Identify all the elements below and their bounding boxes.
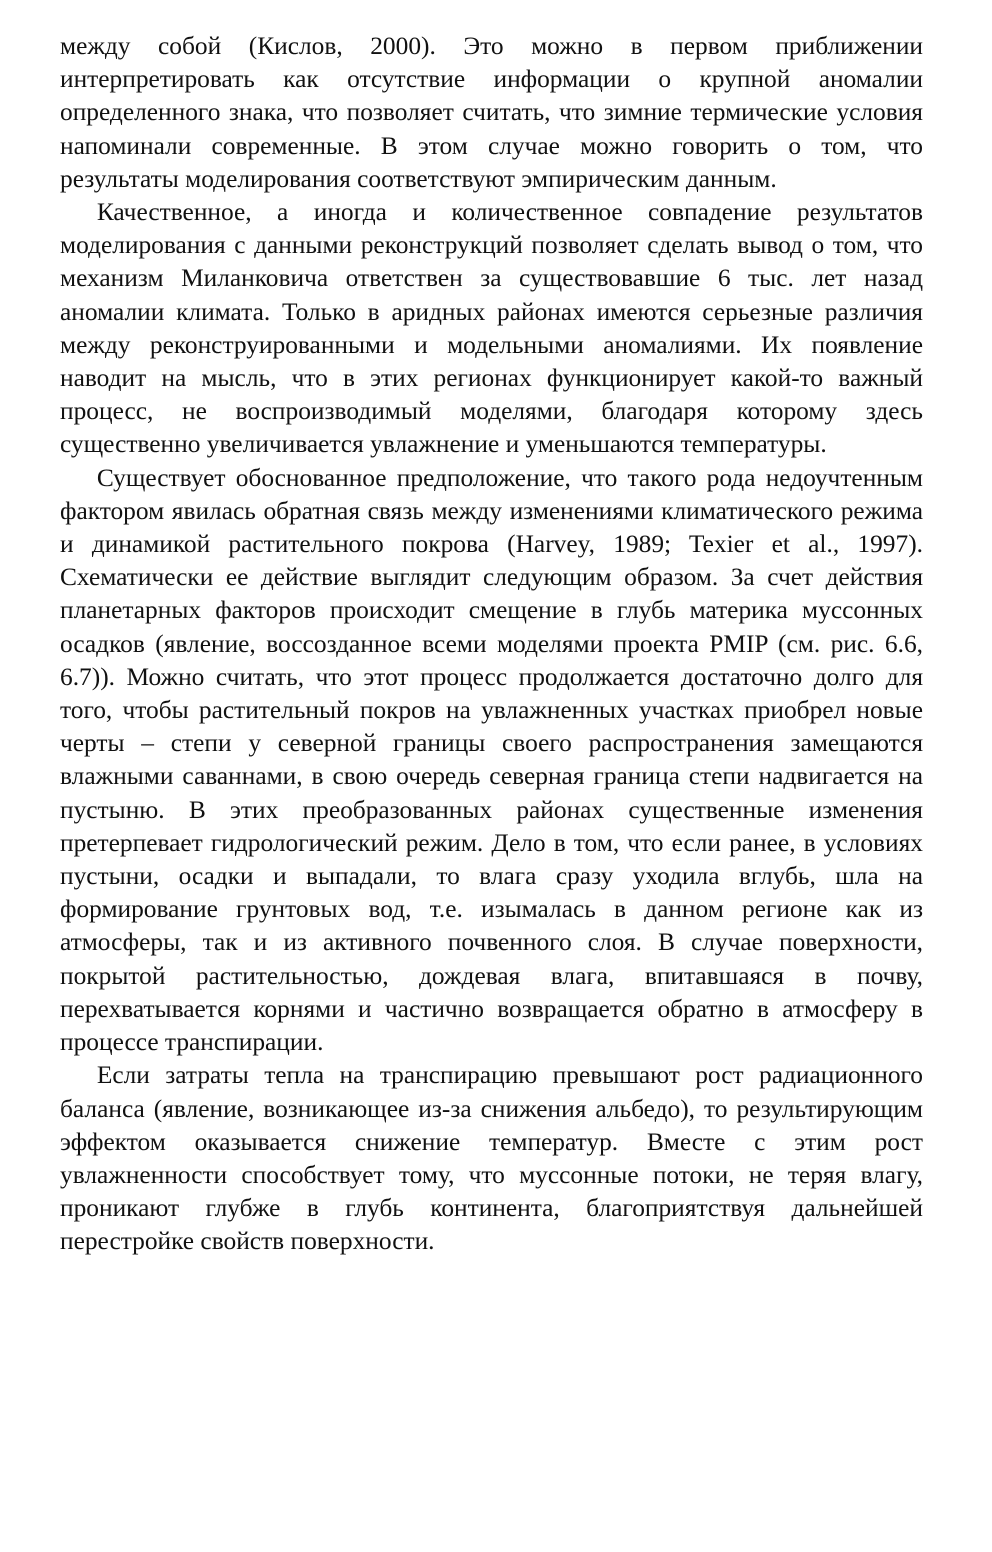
document-page [60, 30, 923, 1259]
paragraph-transpiration: Если затраты тепла на транспирацию превышают рост радиационного баланса (явление, возникающее из-за снижения альбедо), то результирующим эффектом оказывается снижение температур. Вместе с этим рост увлажненности способствует тому, что муссонные потоки, не теряя влагу, проникают глубже в глубь континента, благоприятствуя дальнейшей перестройке свойств поверхности. [60, 1061, 923, 1256]
paragraph-vegetation-feedback: Существует обоснованное предположение, что такого рода недоучтенным фактором явилась обратная связь между изменениями климатического режима и динамикой растительного покрова (Harvey, 1989; Texier et al., 1997). Схематически ее действие выглядит следующим образом. За счет действия планетарных факторов происходит смещение в глубь материка муссонных осадков (явление, воссозданное всеми моделями проекта PMIP (см. рис. 6.6, 6.7)). Можно считать, что этот процесс продолжается достаточно долго для того, чтобы растительный покров на увлажненных участках приобрел новые черты – степи у северной границы своего распространения замещаются влажными саваннами, в свою очередь северная граница степи надвигается на пустыню. В этих преобразованных районах существенные изменения претерпевает гидрологический режим. Дело в том, что если ранее, в условиях пустыни, осадки и выпадали, то влага сразу уходила вглубь, шла на формирование грунтовых вод, т.е. изымалась в данном регионе как из атмосферы, так и из активного почвенного слоя. В случае поверхности, покрытой растительностью, дождевая влага, впитавшаяся в почву, перехватывается корнями и частично возвращается обратно в атмосферу в процессе транспирации. [60, 463, 923, 1057]
paragraph-continued: между собой (Кислов, 2000). Это можно в первом приближении интерпретировать как отсутствие информации о крупной аномалии определенного знака, что позволяет считать, что зимние термические условия напоминали современные. В этом случае можно говорить о том, что результаты моделирования соответствуют эмпирическим данным. [60, 32, 923, 193]
paragraph-milankovitch: Качественное, а иногда и количественное совпадение результатов моделирования с данными реконструкций позволяет сделать вывод о том, что механизм Миланковича ответствен за существовавшие 6 тыс. лет назад аномалии климата. Только в аридных районах имеются серьезные различия между реконструированными и модельными аномалиями. Их появление наводит на мысль, что в этих регионах функционирует какой-то важный процесс, не воспроизводимый моделями, благодаря которому здесь существенно увеличивается увлажнение и уменьшаются температуры. [60, 198, 923, 459]
